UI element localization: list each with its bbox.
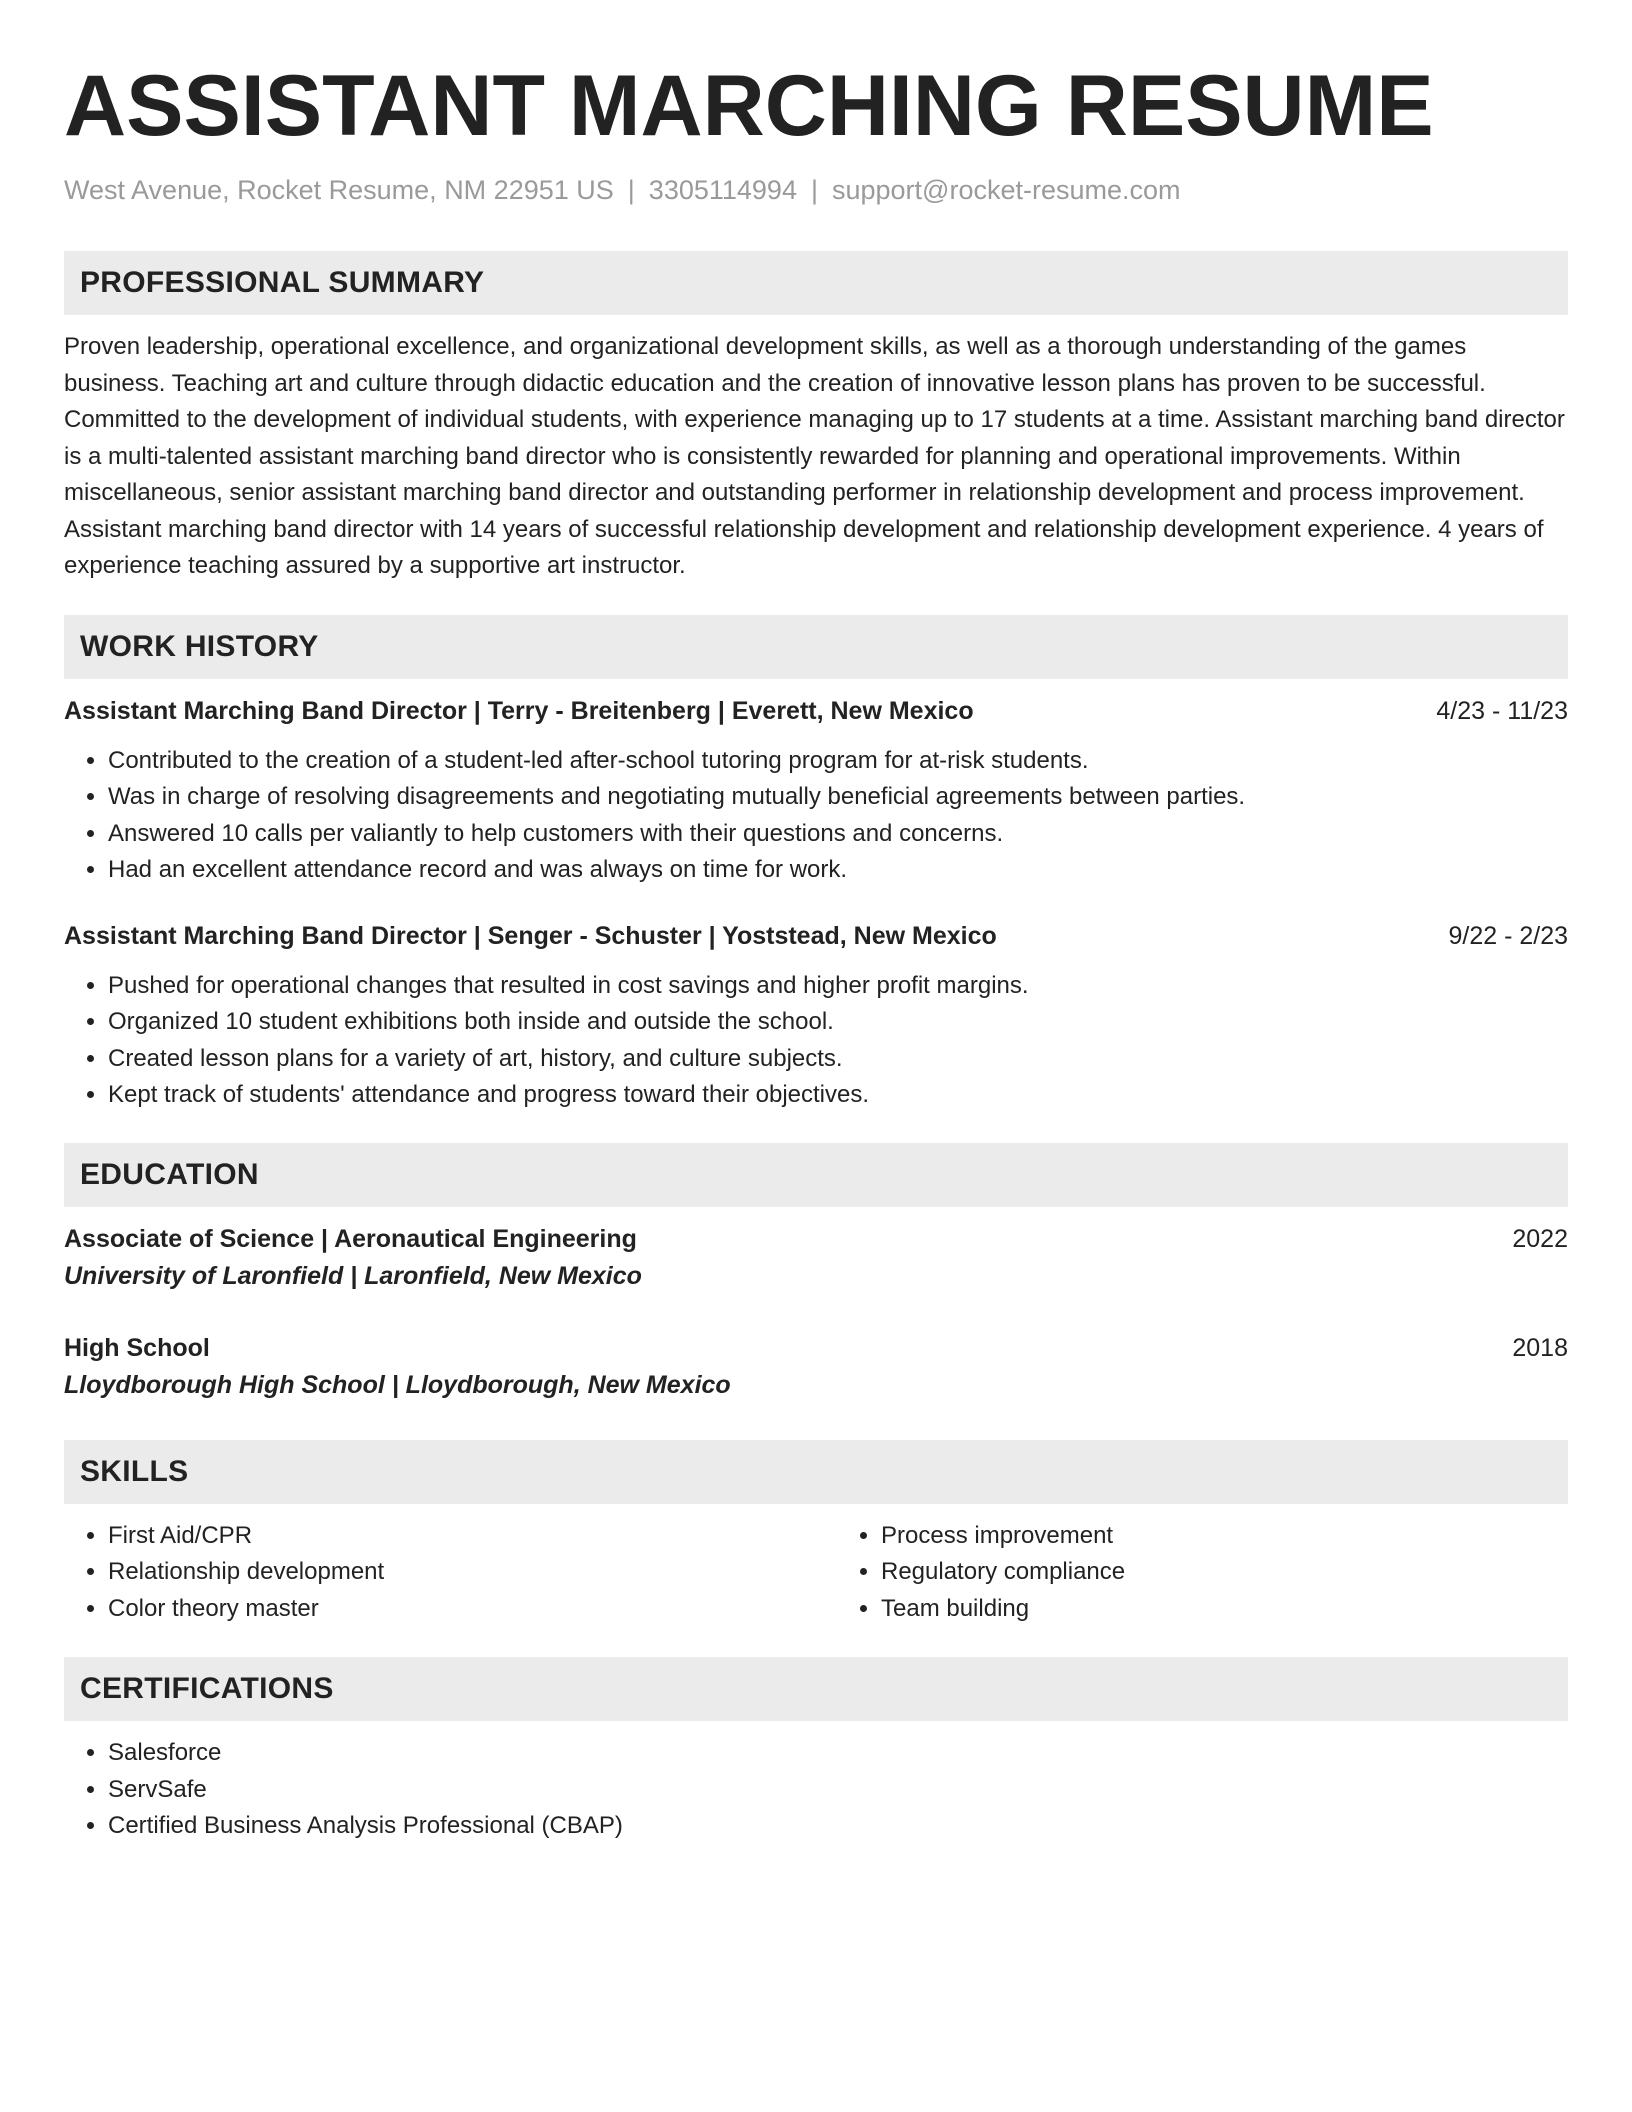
list-item: • Certified Business Analysis Professional (CBAP) [108,1808,1568,1845]
list-item: • Organized 10 student exhibitions both inside and outside the school. [108,1004,1568,1041]
list-item: • Contributed to the creation of a student-led after-school tutoring program for at-risk students. [108,743,1568,780]
list-item: • Had an excellent attendance record and was always on time for work. [108,852,1568,889]
job-dates: 9/22 - 2/23 [1448,921,1568,950]
education-school: University of Laronfield | Laronfield, New Mexico [64,1261,642,1290]
contact-separator: | [627,175,635,205]
skills-column-left [64,1518,795,1628]
list-item: • Salesforce [108,1735,1568,1772]
list-item: • ServSafe [108,1772,1568,1809]
section-heading-summary: PROFESSIONAL SUMMARY [64,251,1568,315]
list-item: • Created lesson plans for a variety of art, history, and culture subjects. [108,1041,1568,1078]
job-bullets [64,968,1568,1114]
contact-separator: | [810,175,818,205]
job-entry [64,918,1568,1114]
education-year: 2018 [1512,1333,1568,1362]
education-degree: Associate of Science | Aeronautical Engineering [64,1224,637,1253]
job-title: Assistant Marching Band Director | Terry - Breitenberg | Everett, New Mexico [64,696,974,725]
education-school: Lloydborough High School | Lloydborough, New Mexico [64,1370,731,1399]
education-year: 2022 [1512,1224,1568,1253]
section-heading-education: EDUCATION [64,1143,1568,1207]
section-heading-skills: SKILLS [64,1440,1568,1504]
education-header [64,1221,1568,1257]
list-item: • First Aid/CPR [108,1518,795,1555]
certifications-list [64,1735,1568,1845]
job-dates: 4/23 - 11/23 [1436,696,1568,725]
skills-column-right [795,1518,1568,1628]
section-heading-work-history: WORK HISTORY [64,615,1568,679]
section-heading-certifications: CERTIFICATIONS [64,1657,1568,1721]
job-header [64,693,1568,729]
skills-list [64,1518,1568,1628]
education-entry [64,1330,1568,1404]
summary-text: Proven leadership, operational excellence, and organizational development skills, as well as a thorough understanding of the games business. Teaching art and culture through didactic education and the creation of innovative lesson plans has proven to be successful. Committed to the development of individual students, with experience managing up to 17 students at a time. Assistant marching band director is a multi-talented assistant marching band director who is consistently rewarded for planning and operational improvements. Within miscellaneous, senior assistant marching band director and outstanding performer in relationship development and process improvement. Assistant marching band director with 14 years of successful relationship development and relationship development experience. 4 years of experience teaching assured by a supportive art instructor. [64,333,1565,579]
job-entry [64,693,1568,889]
list-item: • Regulatory compliance [881,1554,1568,1591]
list-item: • Relationship development [108,1554,795,1591]
list-item: • Color theory master [108,1591,795,1628]
list-item: • Process improvement [881,1518,1568,1555]
contact-phone: 3305114994 [648,175,797,205]
contact-address: West Avenue, Rocket Resume, NM 22951 US [64,175,614,205]
job-title: Assistant Marching Band Director | Senger - Schuster | Yoststead, New Mexico [64,921,997,950]
list-item: • Pushed for operational changes that resulted in cost savings and higher profit margins. [108,968,1568,1005]
education-degree: High School [64,1333,210,1362]
contact-email: support@rocket-resume.com [831,175,1181,205]
education-entry [64,1221,1568,1295]
education-header [64,1330,1568,1366]
list-item: • Team building [881,1591,1568,1628]
resume-page [64,58,1568,1845]
contact-line [64,172,1568,208]
job-bullets [64,743,1568,889]
list-item: • Answered 10 calls per valiantly to help customers with their questions and concerns. [108,816,1568,853]
job-header [64,918,1568,954]
resume-title: ASSISTANT MARCHING RESUME [64,58,1434,154]
list-item: • Was in charge of resolving disagreements and negotiating mutually beneficial agreements between parties. [108,779,1568,816]
list-item: • Kept track of students' attendance and progress toward their objectives. [108,1077,1568,1114]
